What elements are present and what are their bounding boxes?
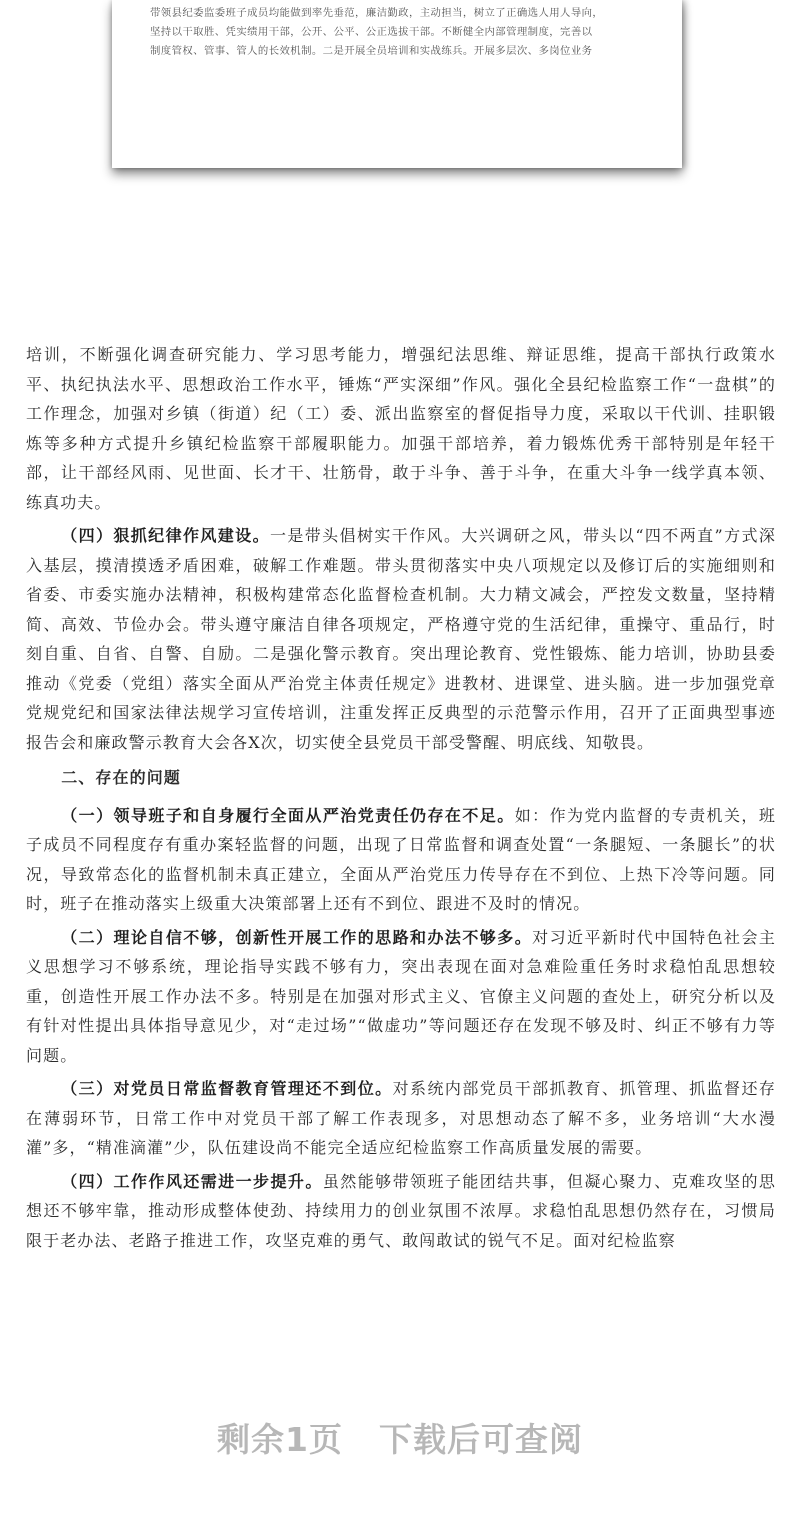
preview-line: 制度管权、管事、管人的长效机制。二是开展全员培训和实战练兵。开展多层次、多岗位业务 (150, 45, 593, 57)
paragraph-issue-1 (26, 801, 776, 919)
paragraph-text: 虽然能够带领班子能团结共事，但凝心聚力、克难攻坚的思想还不够牢靠，推动形成整体使劲、持续用力的创业氛围不浓厚。求稳怕乱思想仍然存在，习惯局限于老办法、老路子推进工作，攻坚克难的勇气、敢闯敢试的锐气不足。面对纪检监察 (26, 1171, 776, 1250)
paragraph-text: 如：作为党内监督的专责机关，班子成员不同程度存有重办案轻监督的问题，出现了日常监督和调查处置“一条腿短、一条腿长”的状况，导致常态化的监督机制未真正建立，全面从严治党压力传导存在不到位、上热下冷等问题。同时，班子在推动落实上级重大决策部署上还有不到位、跟进不及时的情况。 (26, 805, 776, 913)
paragraph-heading: （四）工作作风还需进一步提升。 (61, 1171, 323, 1191)
paragraph-discipline (26, 521, 776, 757)
paragraph-heading: （四）狠抓纪律作风建设。 (61, 526, 270, 545)
paragraph-text: 对系统内部党员干部抓教育、抓管理、抓监督还存在薄弱环节，日常工作中对党员干部了解工作表现多，对思想动态了解不多，业务培训“大水漫灌”多，“精准滴灌”少，队伍建设尚不能完全适应纪检监察工作高质量发展的需要。 (26, 1079, 777, 1157)
paragraph-heading: （二）理论自信不够，创新性开展工作的思路和办法不够多。 (61, 927, 533, 947)
paragraph-heading: （三）对党员日常监督教育管理还不到位。 (61, 1079, 393, 1098)
download-prompt[interactable] (0, 1414, 800, 1461)
remaining-pages-label: 剩余1页 (217, 1420, 343, 1459)
preview-page-card (112, 0, 682, 168)
paragraph-heading: （一）领导班子和自身履行全面从严治党责任仍存在不足。 (61, 805, 515, 825)
paragraph-text: 一是带头倡树实干作风。大兴调研之风，带头以“四不两直”方式深入基层，摸清摸透矛盾困难，破解工作难题。带头贯彻落实中央八项规定以及修订后的实施细则和省委、市委实施办法精神，积极构建常态化监督检查机制。大力精文减会，严控发文数量，坚持精简、高效、节俭办会。带头遵守廉洁自律各项规定，严格遵守党的生活纪律，重操守、重品行，时刻自重、自省、自警、自励。二是强化警示教育。突出理论教育、党性锻炼、能力培训，协助县委推动《党委（党组）落实全面从严治党主体责任规定》进教材、进课堂、进头脑。进一步加强党章党规党纪和国家法律法规学习宣传培训，注重发挥正反典型的示范警示作用，召开了正面典型事迹报告会和廉政警示教育大会各X次，切实使全县党员干部受警醒、明底线、知敬畏。 (26, 526, 776, 752)
paragraph-training: 培训，不断强化调查研究能力、学习思考能力，增强纪法思维、辩证思维，提高干部执行政策水平、执纪执法水平、思想政治工作水平，锤炼“严实深细”作风。强化全县纪检监察工作“一盘棋”的工作理念，加强对乡镇（街道）纪（工）委、派出监察室的督促指导力度，采取以干代训、挂职锻炼等多种方式提升乡镇纪检监察干部履职能力。加强干部培养，着力锻炼优秀干部特别是年轻干部，让干部经风雨、见世面、长才干、壮筋骨，敢于斗争、善于斗争，在重大斗争一线学真本领、练真功夫。 (26, 345, 776, 512)
preview-line: 坚持以干取胜、凭实绩用干部，公开、公平、公正选拔干部。不断健全内部管理制度，完善以 (150, 26, 593, 38)
paragraph-issue-4 (26, 1167, 776, 1256)
document-body (26, 340, 776, 1259)
section-heading: 二、存在的问题 (61, 768, 181, 787)
paragraph-issue-2 (26, 923, 776, 1071)
paragraph-text: 对习近平新时代中国特色社会主义思想学习不够系统，理论指导实践不够有力，突出表现在面对急难险重任务时求稳怕乱思想较重，创造性开展工作办法不多。特别是在加强对形式主义、官僚主义问题的查处上，研究分析以及有针对性提出具体指导意见少，对“走过场”“做虚功”等问题还存在发现不够及时、纠正不够有力等问题。 (26, 927, 776, 1065)
download-to-view-label: 下载后可查阅 (378, 1420, 583, 1459)
preview-line: 带领县纪委监委班子成员均能做到率先垂范，廉洁勤政，主动担当，树立了正确选人用人导向， (150, 7, 604, 19)
paragraph-issue-3 (26, 1074, 776, 1163)
